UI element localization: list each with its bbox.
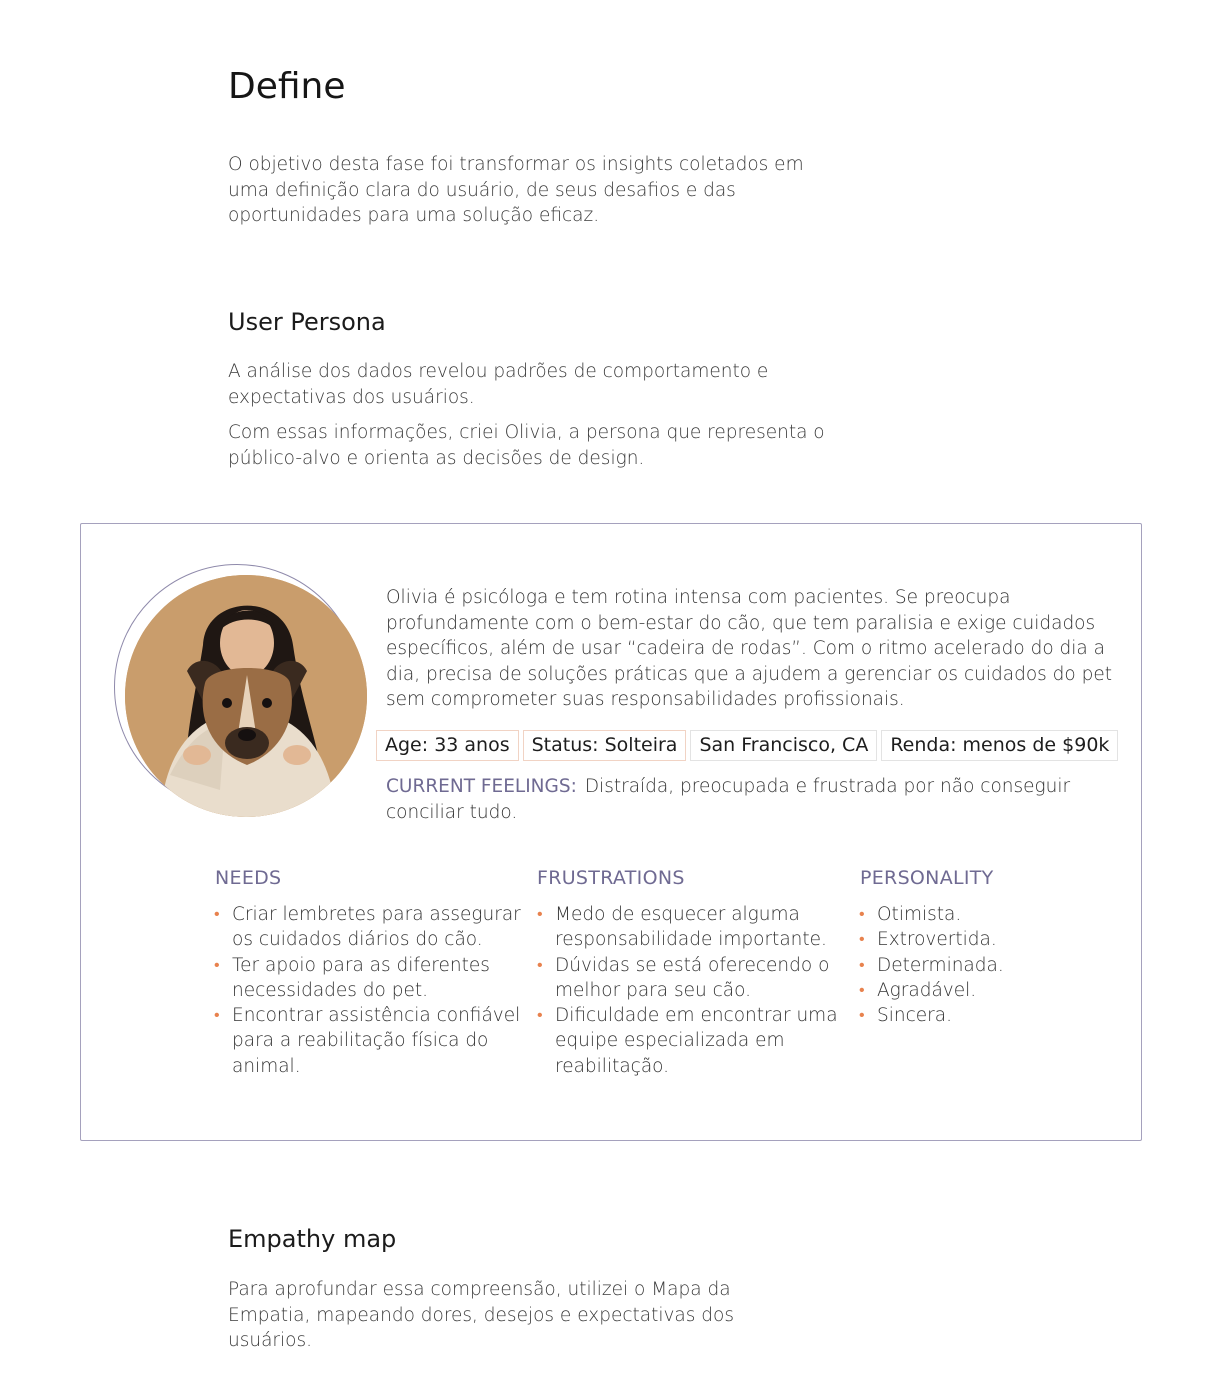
list-item: • Extrovertida. xyxy=(859,927,1059,952)
persona-bio: Olivia é psicóloga e tem rotina intensa com pacientes. Se preocupa profundamente com o bem-estar do cão, que tem paralisia e exige cuidados específicos, além de usar “cadeira de rodas”. Com o ritmo acelerado do dia a dia, precisa de soluções práticas que a ajudem a gerenciar os cuidados do pet sem comprometer suas responsabilidades profissionais. xyxy=(386,587,1112,710)
tag-status: Status: Solteira xyxy=(523,730,687,761)
list-item: • Medo de esquecer alguma responsabilidade importante. xyxy=(537,902,843,953)
persona-tags xyxy=(376,730,1118,761)
needs-list xyxy=(214,902,524,1079)
list-item: • Ter apoio para as diferentes necessidades do pet. xyxy=(214,953,524,1004)
list-item: • Determinada. xyxy=(859,953,1059,978)
persona-photo xyxy=(125,575,367,817)
woman-with-dog-illustration xyxy=(125,575,367,817)
empathy-map-title: Empathy map xyxy=(228,1225,397,1253)
current-feelings xyxy=(386,774,1121,825)
personality-list xyxy=(859,902,1059,1028)
tag-age: Age: 33 anos xyxy=(376,730,519,761)
empathy-map-text: Para aprofundar essa compreensão, utilizei o Mapa da Empatia, mapeando dores, desejos e expectativas dos usuários. xyxy=(228,1279,734,1351)
user-persona-title: User Persona xyxy=(228,308,386,336)
tag-income: Renda: menos de $90k xyxy=(881,730,1118,761)
user-persona-paragraph-1: A análise dos dados revelou padrões de comportamento e expectativas dos usuários. xyxy=(228,361,769,408)
current-feelings-text: Distraída, preocupada e frustrada por não conseguir conciliar tudo. xyxy=(386,776,1071,823)
needs-title: NEEDS xyxy=(215,867,282,889)
personality-title: PERSONALITY xyxy=(860,867,994,889)
list-item: • Sincera. xyxy=(859,1003,1059,1028)
list-item: • Agradável. xyxy=(859,978,1059,1003)
list-item: • Otimista. xyxy=(859,902,1059,927)
frustrations-list xyxy=(537,902,843,1079)
frustrations-title: FRUSTRATIONS xyxy=(537,867,685,889)
page-title: Define xyxy=(228,66,346,107)
current-feelings-label: CURRENT FEELINGS: xyxy=(386,776,577,797)
list-item: • Criar lembretes para assegurar os cuidados diários do cão. xyxy=(214,902,524,953)
define-intro: O objetivo desta fase foi transformar os insights coletados em uma definição clara do usuário, de seus desafios e das oportunidades para uma solução eficaz. xyxy=(228,154,804,226)
list-item: • Encontrar assistência confiável para a reabilitação física do animal. xyxy=(214,1003,524,1079)
user-persona-paragraph-2: Com essas informações, criei Olivia, a persona que representa o público-alvo e orienta as decisões de design. xyxy=(228,422,825,469)
tag-location: San Francisco, CA xyxy=(690,730,877,761)
list-item: • Dúvidas se está oferecendo o melhor para seu cão. xyxy=(537,953,843,1004)
list-item: • Dificuldade em encontrar uma equipe especializada em reabilitação. xyxy=(537,1003,843,1079)
